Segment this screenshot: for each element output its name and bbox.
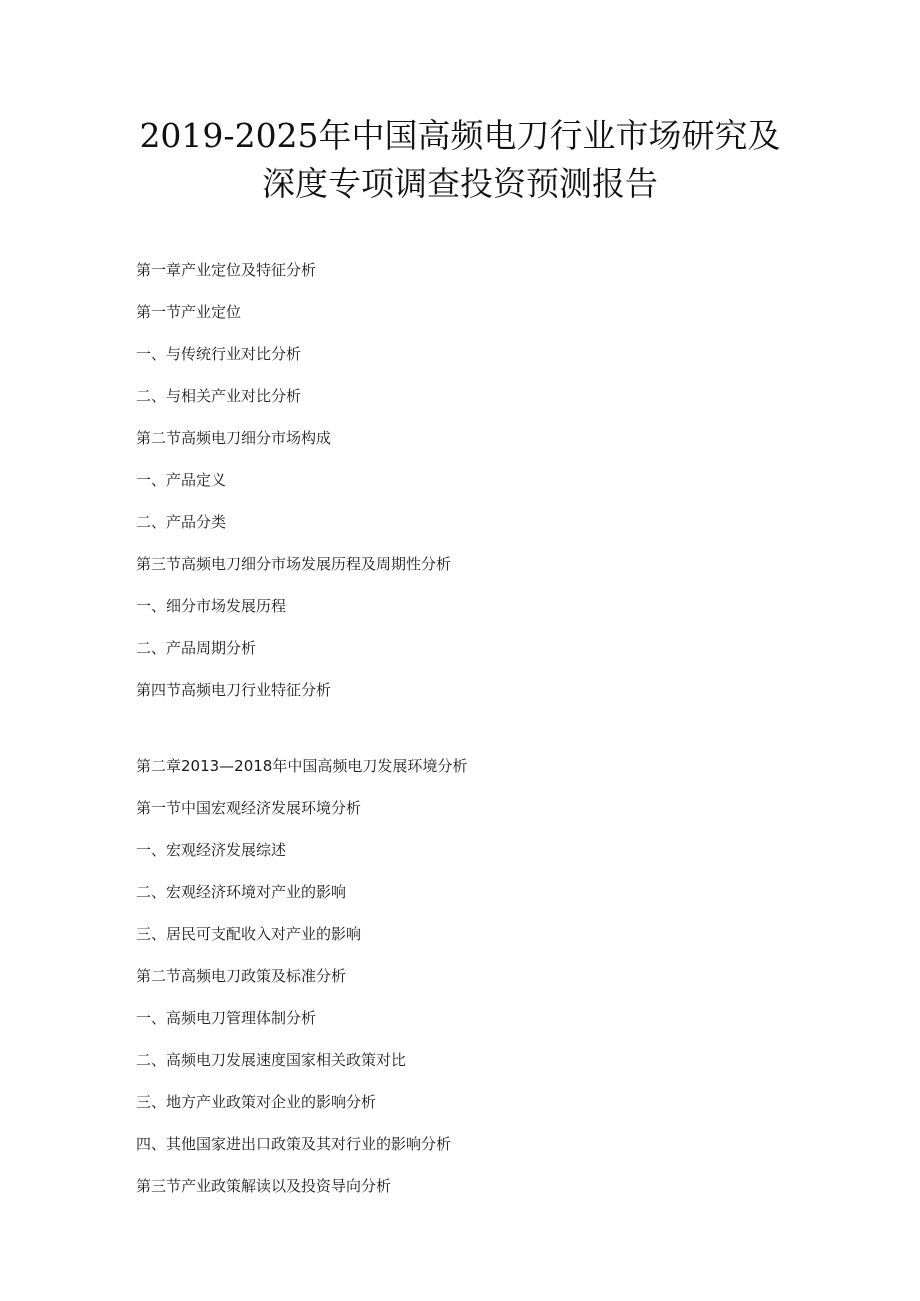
toc-chapter-1-heading: 第一章产业定位及特征分析 bbox=[136, 261, 317, 279]
document-title-line-1: 2019-2025年中国高频电刀行业市场研究及 bbox=[139, 116, 781, 155]
toc-item: 一、细分市场发展历程 bbox=[136, 597, 287, 615]
toc-section-heading: 第三节高频电刀细分市场发展历程及周期性分析 bbox=[136, 555, 452, 573]
toc-section-heading: 第四节高频电刀行业特征分析 bbox=[136, 681, 332, 699]
toc-item: 一、宏观经济发展综述 bbox=[136, 841, 287, 859]
toc-section-heading: 第一节产业定位 bbox=[136, 303, 242, 321]
toc-section-heading: 第三节产业政策解读以及投资导向分析 bbox=[136, 1177, 392, 1195]
document-title-line-2: 深度专项调查投资预测报告 bbox=[262, 164, 658, 203]
toc-item: 一、高频电刀管理体制分析 bbox=[136, 1009, 317, 1027]
toc-item: 二、产品周期分析 bbox=[136, 639, 257, 657]
toc-item: 一、与传统行业对比分析 bbox=[136, 345, 302, 363]
toc-section-heading: 第二节高频电刀细分市场构成 bbox=[136, 429, 332, 447]
toc-item: 二、高频电刀发展速度国家相关政策对比 bbox=[136, 1051, 407, 1069]
toc-item: 一、产品定义 bbox=[136, 471, 227, 489]
toc-item: 二、宏观经济环境对产业的影响 bbox=[136, 883, 347, 901]
toc-section-heading: 第一节中国宏观经济发展环境分析 bbox=[136, 799, 362, 817]
toc-section-heading: 第二节高频电刀政策及标准分析 bbox=[136, 967, 347, 985]
toc-chapter-2-heading: 第二章2013—2018年中国高频电刀发展环境分析 bbox=[136, 757, 468, 775]
toc-item: 四、其他国家进出口政策及其对行业的影响分析 bbox=[136, 1135, 452, 1153]
toc-item: 三、居民可支配收入对产业的影响 bbox=[136, 925, 362, 943]
toc-item: 二、产品分类 bbox=[136, 513, 227, 531]
toc-item: 二、与相关产业对比分析 bbox=[136, 387, 302, 405]
toc-item: 三、地方产业政策对企业的影响分析 bbox=[136, 1093, 377, 1111]
